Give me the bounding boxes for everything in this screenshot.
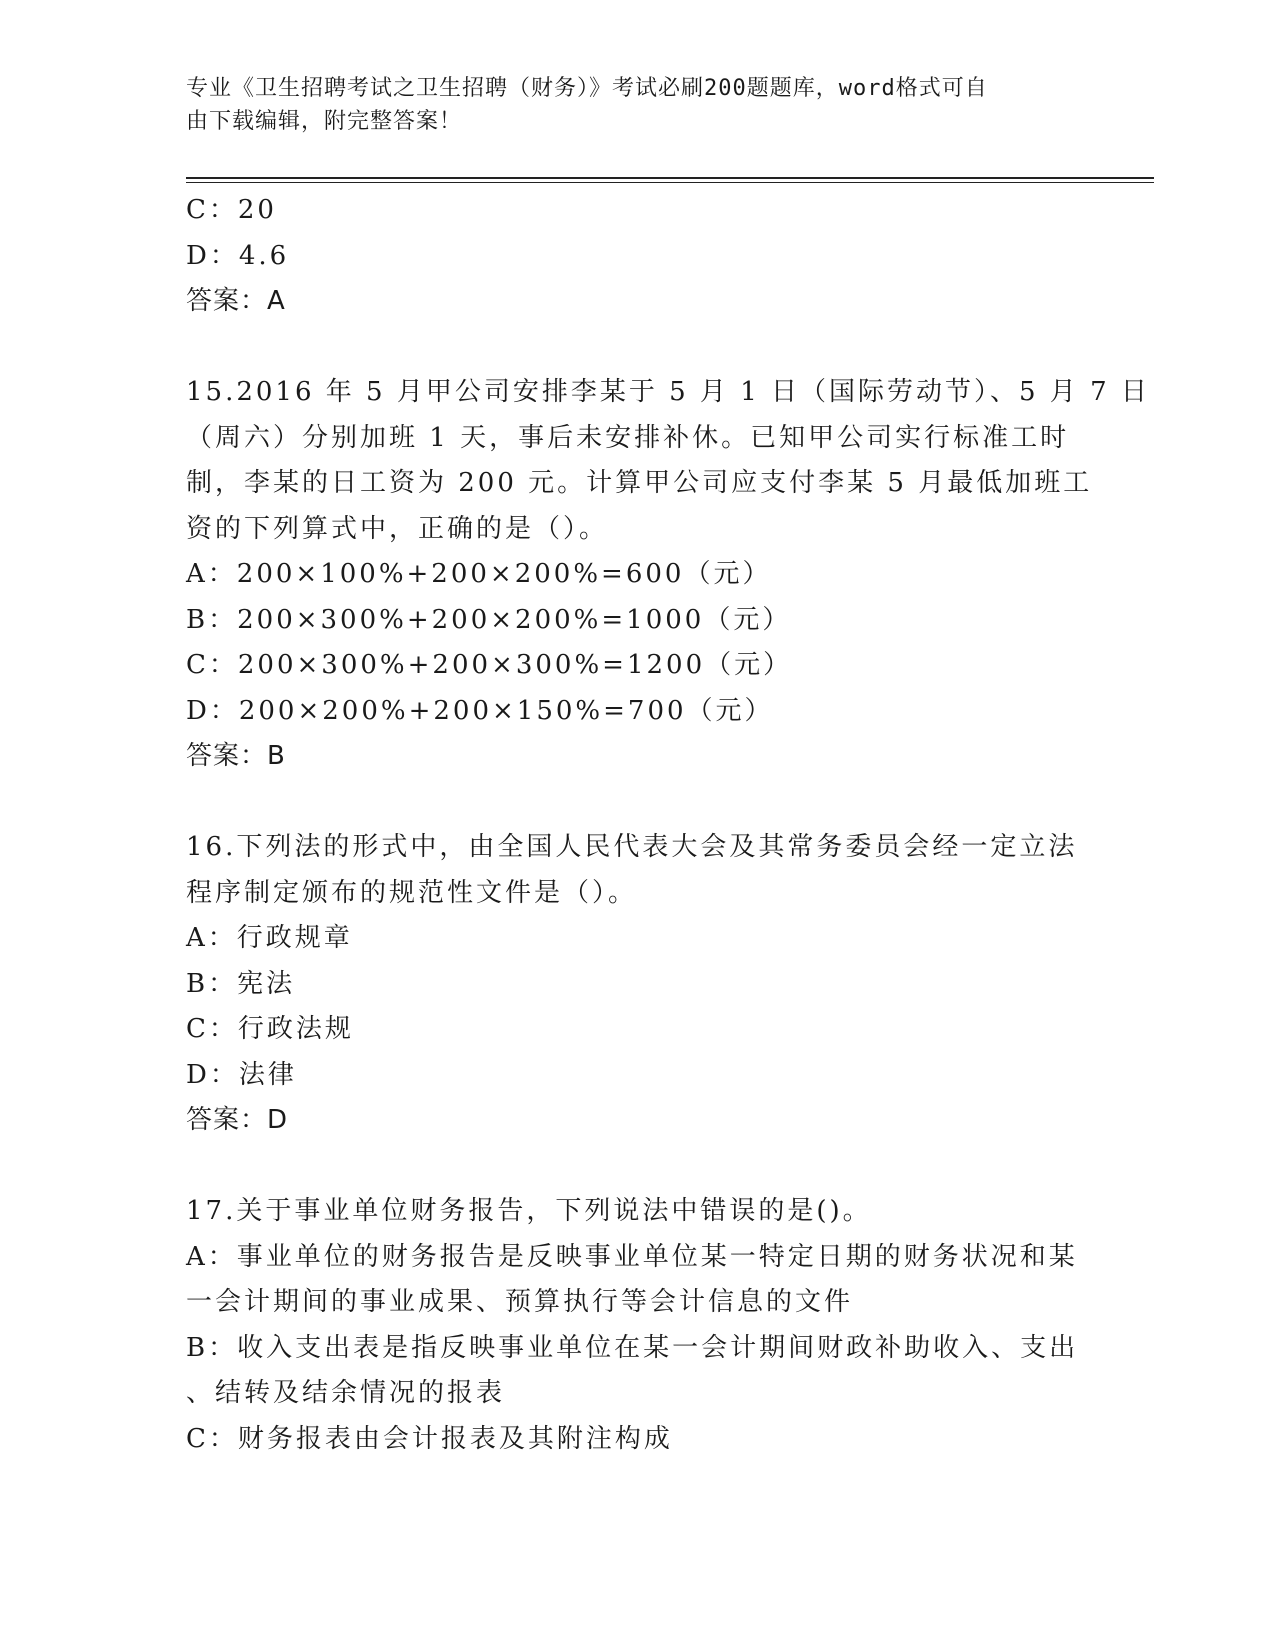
- question-17: [186, 1189, 1086, 1462]
- option-c: C：财务报表由会计报表及其附注构成: [186, 1423, 673, 1454]
- option-b-continued: 、结转及结余情况的报表: [186, 1378, 506, 1408]
- question-stem-line: 15.2016 年 5 月甲公司安排李某于 5 月 1 日（国际劳动节）、5 月 7 日: [186, 377, 1150, 407]
- question-stem-line: （周六）分别加班 1 天，事后未安排补休。已知甲公司实行标准工时: [186, 422, 1070, 453]
- option-a-continued: 一会计期间的事业成果、预算执行等会计信息的文件: [186, 1287, 854, 1317]
- option-d: D：200×200%+200×150%=700（元）: [186, 695, 774, 726]
- question-stem-line: 16.下列法的形式中，由全国人民代表大会及其常务委员会经一定立法: [186, 832, 1078, 862]
- question-15: [186, 370, 1150, 780]
- spacer: [186, 325, 1086, 371]
- header-divider-thick: [186, 177, 1154, 179]
- header-divider-thin: [186, 182, 1154, 183]
- question-stem-line: 17.关于事业单位财务报告，下列说法中错误的是()。: [186, 1196, 872, 1226]
- answer-line: 答案：B: [186, 741, 286, 771]
- option-d: D：4.6: [186, 240, 290, 271]
- option-c: C：20: [186, 195, 277, 225]
- header-title-line-2: 由下载编辑，附完整答案！: [186, 109, 463, 134]
- question-stem-line: 制，李某的日工资为 200 元。计算甲公司应支付李某 5 月最低加班工: [186, 468, 1093, 498]
- option-b: B：收入支出表是指反映事业单位在某一会计期间财政补助收入、支出: [186, 1332, 1079, 1363]
- option-b: B：200×300%+200×200%=1000（元）: [186, 604, 792, 635]
- question-content: [186, 188, 1150, 1462]
- question-stem-line: 程序制定颁布的规范性文件是（）。: [186, 877, 638, 908]
- option-a: A：行政规章: [186, 923, 353, 953]
- answer-line: 答案：D: [186, 1105, 289, 1135]
- spacer: [186, 780, 1086, 826]
- option-c: C：200×300%+200×300%=1200（元）: [186, 650, 793, 680]
- option-d: D：法律: [186, 1059, 297, 1090]
- question-16: [186, 825, 1086, 1144]
- question-stem-line: 资的下列算式中，正确的是（）。: [186, 513, 609, 544]
- option-a: A：200×100%+200×200%=600（元）: [186, 559, 772, 589]
- option-b: B：宪法: [186, 968, 296, 999]
- option-a: A：事业单位的财务报告是反映事业单位某一特定日期的财务状况和某: [186, 1241, 1078, 1272]
- header-title-line-1: 专业《卫生招聘考试之卫生招聘（财务）》考试必刷200题题库，word格式可自: [186, 76, 988, 101]
- answer-line: 答案：A: [186, 286, 286, 316]
- spacer: [186, 1144, 1086, 1190]
- question-14-tail: [186, 188, 1086, 325]
- document-header: [186, 72, 1066, 138]
- option-c: C：行政法规: [186, 1014, 354, 1044]
